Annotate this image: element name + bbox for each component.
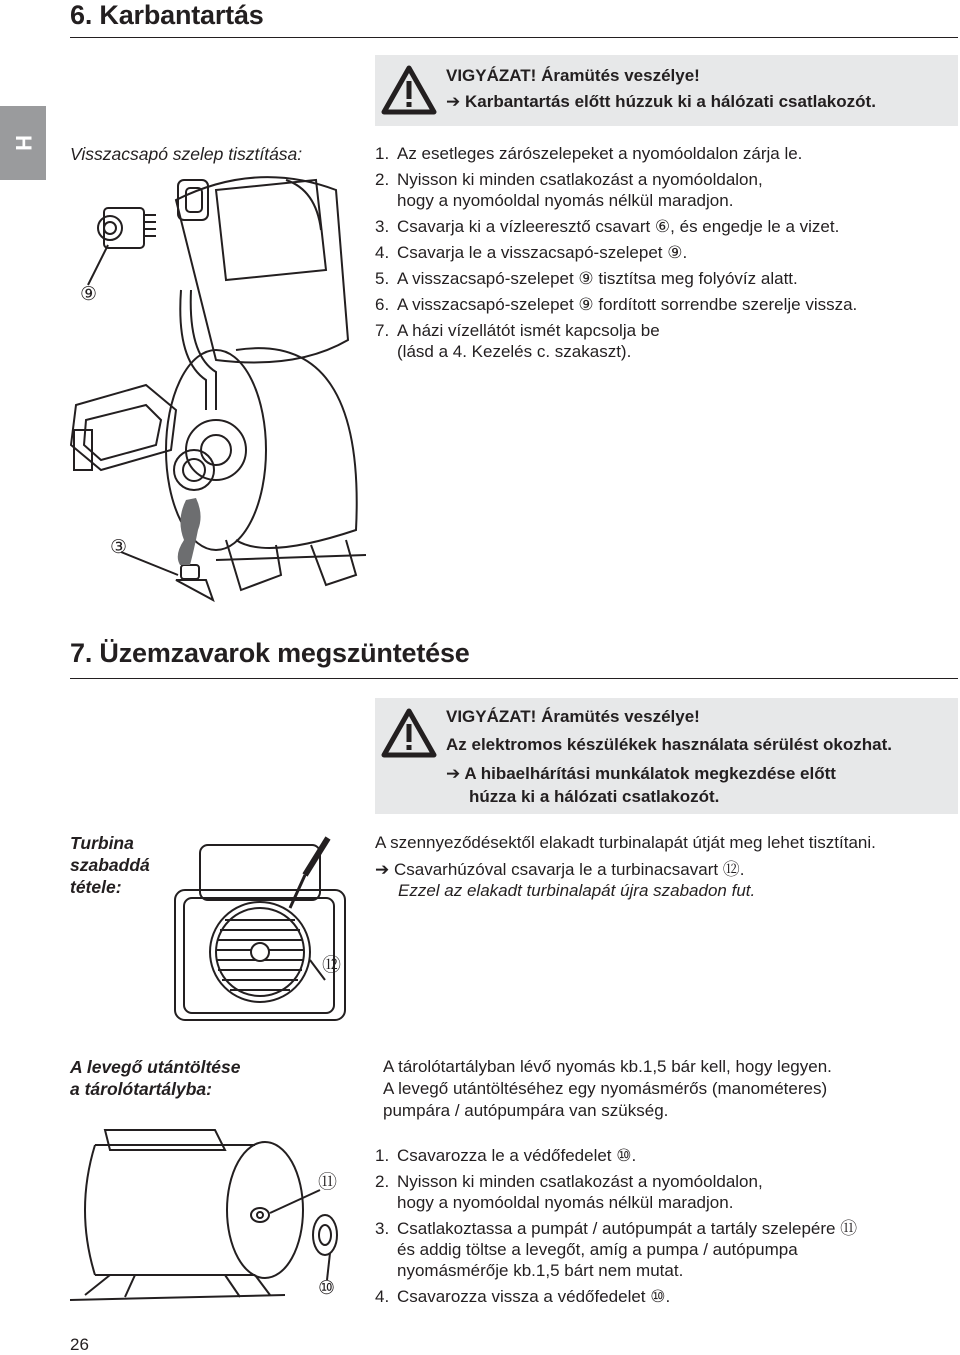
section-6-title: 6. Karbantartás <box>70 0 264 30</box>
arrow-icon: ➔ <box>446 764 461 783</box>
list-item: 7. A házi vízellátót ismét kapcsolja be (lásd a 4. Kezelés c. szakaszt). <box>375 321 660 361</box>
section-7-title: 7. Üzemzavarok megszüntetése <box>70 638 470 668</box>
turbine-label: Turbina szabaddá tétele: <box>70 833 150 897</box>
warning-text: húzza ki a hálózati csatlakozót. <box>469 787 720 806</box>
callout-3: ③ <box>110 537 128 558</box>
turbine-text: A szennyeződésektől elakadt turbinalapát útját meg lehet tisztítani. ➔ Csavarhúzóval csavarja le a turbinacsavart ⑫. Ezzel az elakadt turbinalapát újra szabadon fut. <box>375 833 876 900</box>
check-valve-label: Visszacsapó szelep tisztítása: <box>70 144 303 164</box>
warning-title: VIGYÁZAT! Áramütés veszélye! <box>446 707 700 726</box>
list-item: 4. Csavarozza vissza a védőfedelet ⑩. <box>375 1287 671 1306</box>
warning-text: A hibaelhárítási munkálatok megkezdése előtt <box>464 764 836 783</box>
turbine-illustration <box>170 830 350 1025</box>
language-tab: H <box>0 106 46 180</box>
warning-icon <box>381 65 437 115</box>
air-refill-intro: A tárolótartályban lévő nyomás kb.1,5 bár kell, hogy legyen. A levegő utántöltéséhez egy nyomásmérős (manométeres) pumpára / autópumpára van szükség. <box>383 1057 832 1120</box>
warning-text: Karbantartás előtt húzzuk ki a hálózati csatlakozót. <box>464 92 876 111</box>
list-item: 2. Nyisson ki minden csatlakozást a nyomóoldalon, hogy a nyomóoldal nyomás nélkül maradjon. <box>375 1172 763 1212</box>
page-number: 26 <box>70 1335 89 1354</box>
warning-box <box>375 55 958 126</box>
list-item: 1. Csavarozza le a védőfedelet ⑩. <box>375 1146 637 1165</box>
callout-11: ⑪ <box>318 1172 338 1193</box>
list-item: 5. A visszacsapó-szelepet ⑨ tisztítsa meg folyóvíz alatt. <box>375 269 798 288</box>
list-item: 2. Nyisson ki minden csatlakozást a nyomóoldalon, hogy a nyomóoldal nyomás nélkül maradjon. <box>375 170 763 210</box>
air-refill-label: A levegő utántöltése a tárolótartályba: <box>70 1057 241 1099</box>
list-item: 1. Az esetleges zárószelepeket a nyomóoldalon zárja le. <box>375 144 803 163</box>
list-item: 3. Csatlakoztassa a pumpát / autópumpát a tartály szelepére ⑪ és addig töltse a levegőt, amíg a pumpa / autópumpa nyomásmérője kb.1,5 bárt nem mutat. <box>375 1219 858 1280</box>
callout-12: ⑫ <box>322 955 342 976</box>
list-item: 6. A visszacsapó-szelepet ⑨ fordított sorrendbe szerelje vissza. <box>375 295 858 314</box>
arrow-icon: ➔ <box>446 92 461 111</box>
list-item: 4. Csavarja le a visszacsapó-szelepet ⑨. <box>375 243 688 262</box>
divider <box>70 37 958 38</box>
callout-10: ⑩ <box>318 1278 336 1299</box>
list-item: 3. Csavarja ki a vízleeresztő csavart ⑥, és engedje le a vizet. <box>375 217 840 236</box>
warning-title: VIGYÁZAT! Áramütés veszélye! <box>446 66 700 85</box>
divider <box>70 678 958 679</box>
callout-9: ⑨ <box>80 284 98 305</box>
warning-text: Az elektromos készülékek használata sérülést okozhat. <box>446 735 892 754</box>
air-refill-steps <box>375 1145 960 1307</box>
warning-box <box>375 698 958 814</box>
arrow-icon: ➔ <box>375 860 390 879</box>
warning-icon <box>381 708 437 758</box>
check-valve-steps <box>375 143 960 362</box>
